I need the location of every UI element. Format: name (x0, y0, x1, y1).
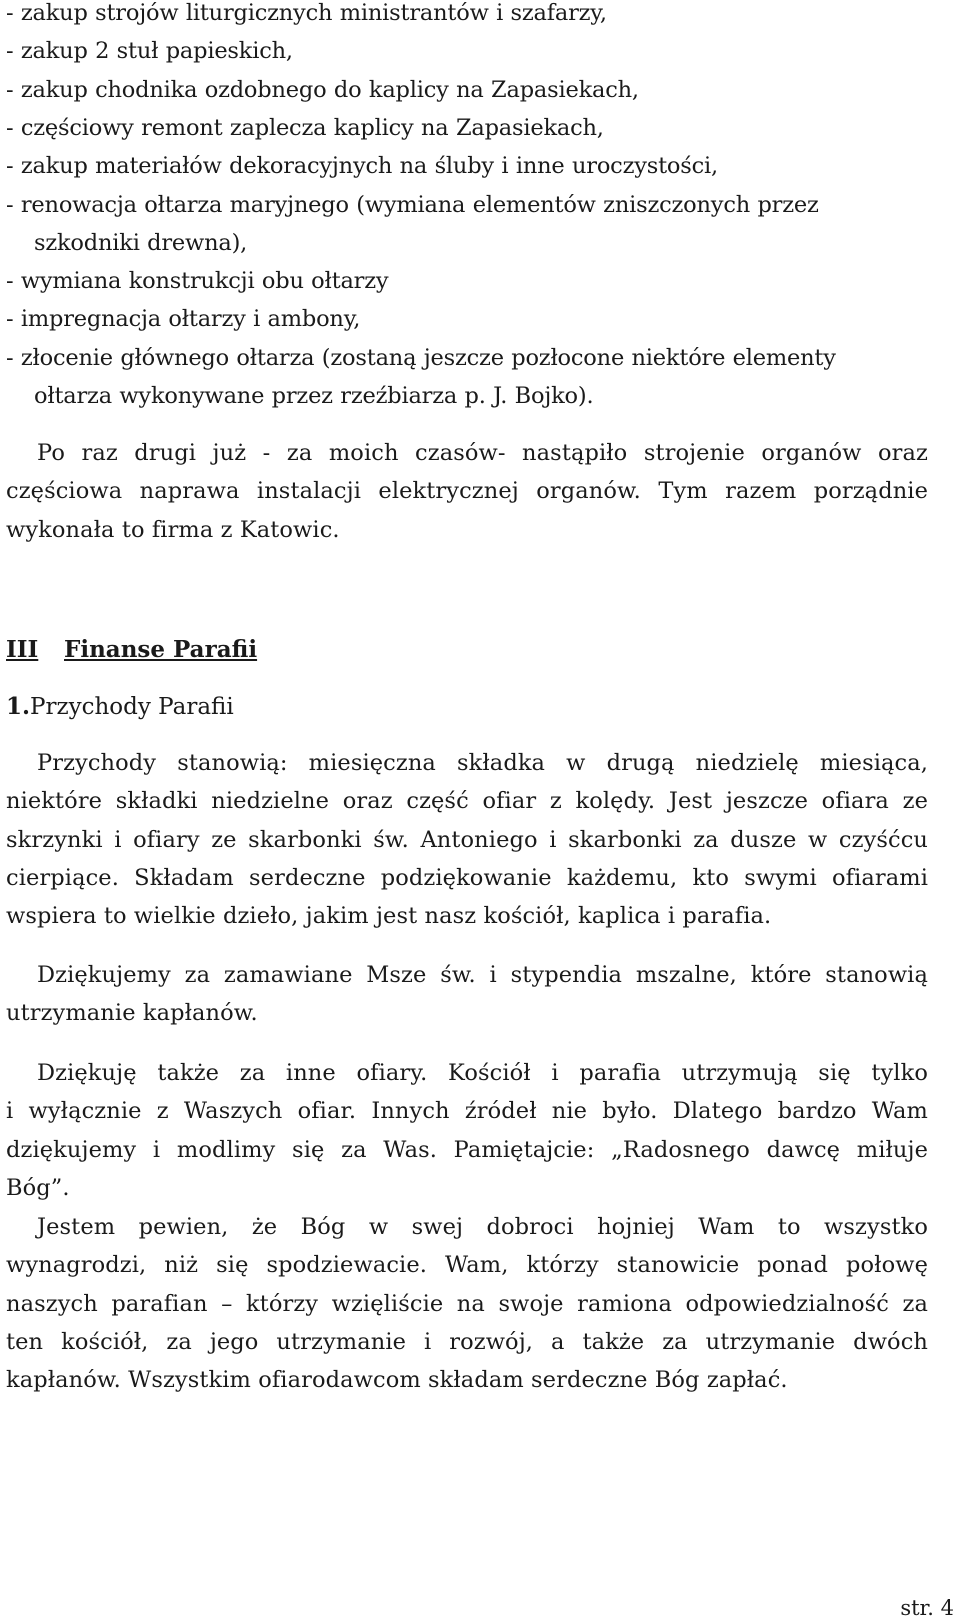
list-item: - renowacja ołtarza maryjnego (wymiana elementów zniszczonych przez (6, 192, 819, 218)
list-item: - złocenie głównego ołtarza (zostaną jeszcze pozłocone niektóre elementy (6, 345, 836, 371)
paragraph-line: niektóre składki niedzielne oraz część ofiar z kolędy. Jest jeszcze ofiara ze (6, 788, 928, 814)
paragraph-line: Jestem pewien, że Bóg w swej dobroci hojniej Wam to wszystko (37, 1214, 928, 1240)
list-item: - zakup 2 stuł papieskich, (6, 38, 293, 64)
subsection-number: 1. (6, 693, 31, 720)
page-number: str. 4 (900, 1596, 954, 1620)
subsection-title: Przychody Parafii (30, 694, 234, 720)
paragraph-line: ten kościół, za jego utrzymanie i rozwój, a także za utrzymanie dwóch (6, 1329, 928, 1355)
paragraph-line: dziękujemy i modlimy się za Was. Pamiętajcie: „Radosnego dawcę miłuje (6, 1137, 928, 1163)
list-item-continuation: ołtarza wykonywane przez rzeźbiarza p. J. Bojko). (34, 383, 594, 409)
list-item: - częściowy remont zaplecza kaplicy na Zapasiekach, (6, 115, 604, 141)
list-item: - zakup materiałów dekoracyjnych na śluby i inne uroczystości, (6, 153, 718, 179)
list-item: - wymiana konstrukcji obu ołtarzy (6, 268, 389, 294)
paragraph-line: Po raz drugi już - za moich czasów- nastąpiło strojenie organów oraz (37, 440, 928, 466)
paragraph-line: częściowa naprawa instalacji elektrycznej organów. Tym razem porządnie (6, 478, 928, 504)
paragraph-line: naszych parafian – którzy wzięliście na swoje ramiona odpowiedzialność za (6, 1291, 928, 1317)
paragraph-line: i wyłącznie z Waszych ofiar. Innych źródeł nie było. Dlatego bardzo Wam (6, 1098, 928, 1124)
paragraph-line: Przychody stanowią: miesięczna składka w drugą niedzielę miesiąca, (37, 750, 928, 776)
list-item: - zakup chodnika ozdobnego do kaplicy na Zapasiekach, (6, 77, 639, 103)
section-number: III (6, 636, 39, 663)
paragraph-line: kapłanów. Wszystkim ofiarodawcom składam serdeczne Bóg zapłać. (6, 1367, 788, 1393)
paragraph-line: wykonała to firma z Katowic. (6, 517, 340, 543)
subsection-heading (6, 693, 234, 720)
list-item: - impregnacja ołtarzy i ambony, (6, 306, 361, 332)
paragraph-line: skrzynki i ofiary ze skarbonki św. Antoniego i skarbonki za dusze w czyśćcu (6, 827, 928, 853)
section-heading (6, 636, 257, 663)
paragraph-line: Dziękuję także za inne ofiary. Kościół i parafia utrzymują się tylko (37, 1060, 928, 1086)
paragraph-line: wynagrodzi, niż się spodziewacie. Wam, którzy stanowicie ponad połowę (6, 1252, 928, 1278)
paragraph-line: Bóg”. (6, 1175, 70, 1201)
paragraph-line: wspiera to wielkie dzieło, jakim jest nasz kościół, kaplica i parafia. (6, 903, 772, 929)
section-title: Finanse Parafii (64, 636, 258, 663)
paragraph-line: utrzymanie kapłanów. (6, 1000, 258, 1026)
paragraph-line: Dziękujemy za zamawiane Msze św. i stypendia mszalne, które stanowią (37, 962, 928, 988)
list-item-continuation: szkodniki drewna), (34, 230, 248, 256)
list-item: - zakup strojów liturgicznych ministrantów i szafarzy, (6, 0, 607, 26)
paragraph-line: cierpiące. Składam serdeczne podziękowanie każdemu, kto swymi ofiarami (6, 865, 928, 891)
